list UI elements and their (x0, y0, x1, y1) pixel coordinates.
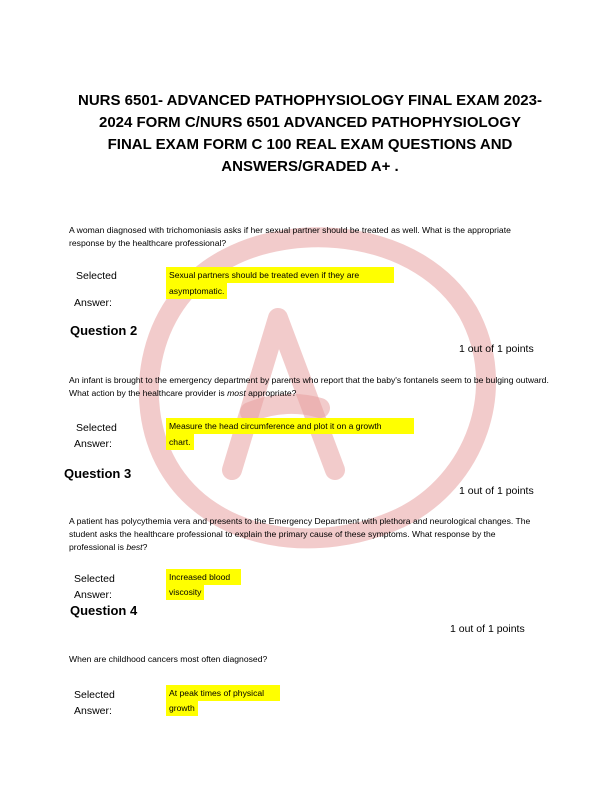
selected-label: Selected (76, 270, 117, 282)
question-4-selected-answer-cont: growth (166, 700, 198, 716)
selected-label: Selected (76, 422, 117, 434)
answer-label: Answer: (74, 297, 112, 309)
question-4-heading: Question 4 (70, 603, 138, 618)
question-2-selected-answer: Measure the head circumference and plot it on a growth (166, 418, 414, 434)
question-4-points: 1 out of 1 points (450, 623, 525, 635)
question-2-text: An infant is brought to the emergency department by parents who report that the baby's fontanels seem to be bulging outward. What action by the healthcare provider is most appropriate? (69, 375, 549, 398)
title-line: ANSWERS/GRADED A+ . (221, 158, 399, 175)
question-3-selected-answer: Increased blood (166, 569, 241, 585)
question-2-heading: Question 2 (70, 323, 138, 338)
question-1-selected-answer: Sexual partners should be treated even if they are (166, 267, 394, 283)
question-4-text: When are childhood cancers most often diagnosed? (69, 654, 268, 664)
question-1-text: A woman diagnosed with trichomoniasis asks if her sexual partner should be treated as well. What is the appropriate response by the healthcare professional? (69, 225, 511, 248)
question-3-points: 1 out of 1 points (459, 485, 534, 497)
answer-label: Answer: (74, 705, 112, 717)
question-3-text: A patient has polycythemia vera and presents to the Emergency Department with plethora and neurological changes. The student asks the healthcare professional to explain the primary cause of these symptoms. What response by the professional is best? (69, 516, 531, 552)
selected-label: Selected (74, 573, 115, 585)
question-4-selected-answer: At peak times of physical (166, 685, 280, 701)
answer-label: Answer: (74, 589, 112, 601)
title-line: 2024 FORM C/NURS 6501 ADVANCED PATHOPHYSIOLOGY (98, 114, 522, 131)
question-3-selected-answer-cont: viscosity (166, 584, 204, 600)
question-2-selected-answer-cont: chart. (166, 434, 194, 450)
selected-label: Selected (74, 689, 115, 701)
question-1-selected-answer-cont: asymptomatic. (166, 283, 227, 299)
question-2-points: 1 out of 1 points (459, 343, 534, 355)
title-line: FINAL EXAM FORM C 100 REAL EXAM QUESTIONS AND (107, 136, 513, 153)
title-line: NURS 6501- ADVANCED PATHOPHYSIOLOGY FINAL EXAM 2023- (78, 92, 542, 109)
question-3-heading: Question 3 (64, 466, 132, 481)
answer-label: Answer: (74, 438, 112, 450)
page-title (60, 90, 560, 178)
